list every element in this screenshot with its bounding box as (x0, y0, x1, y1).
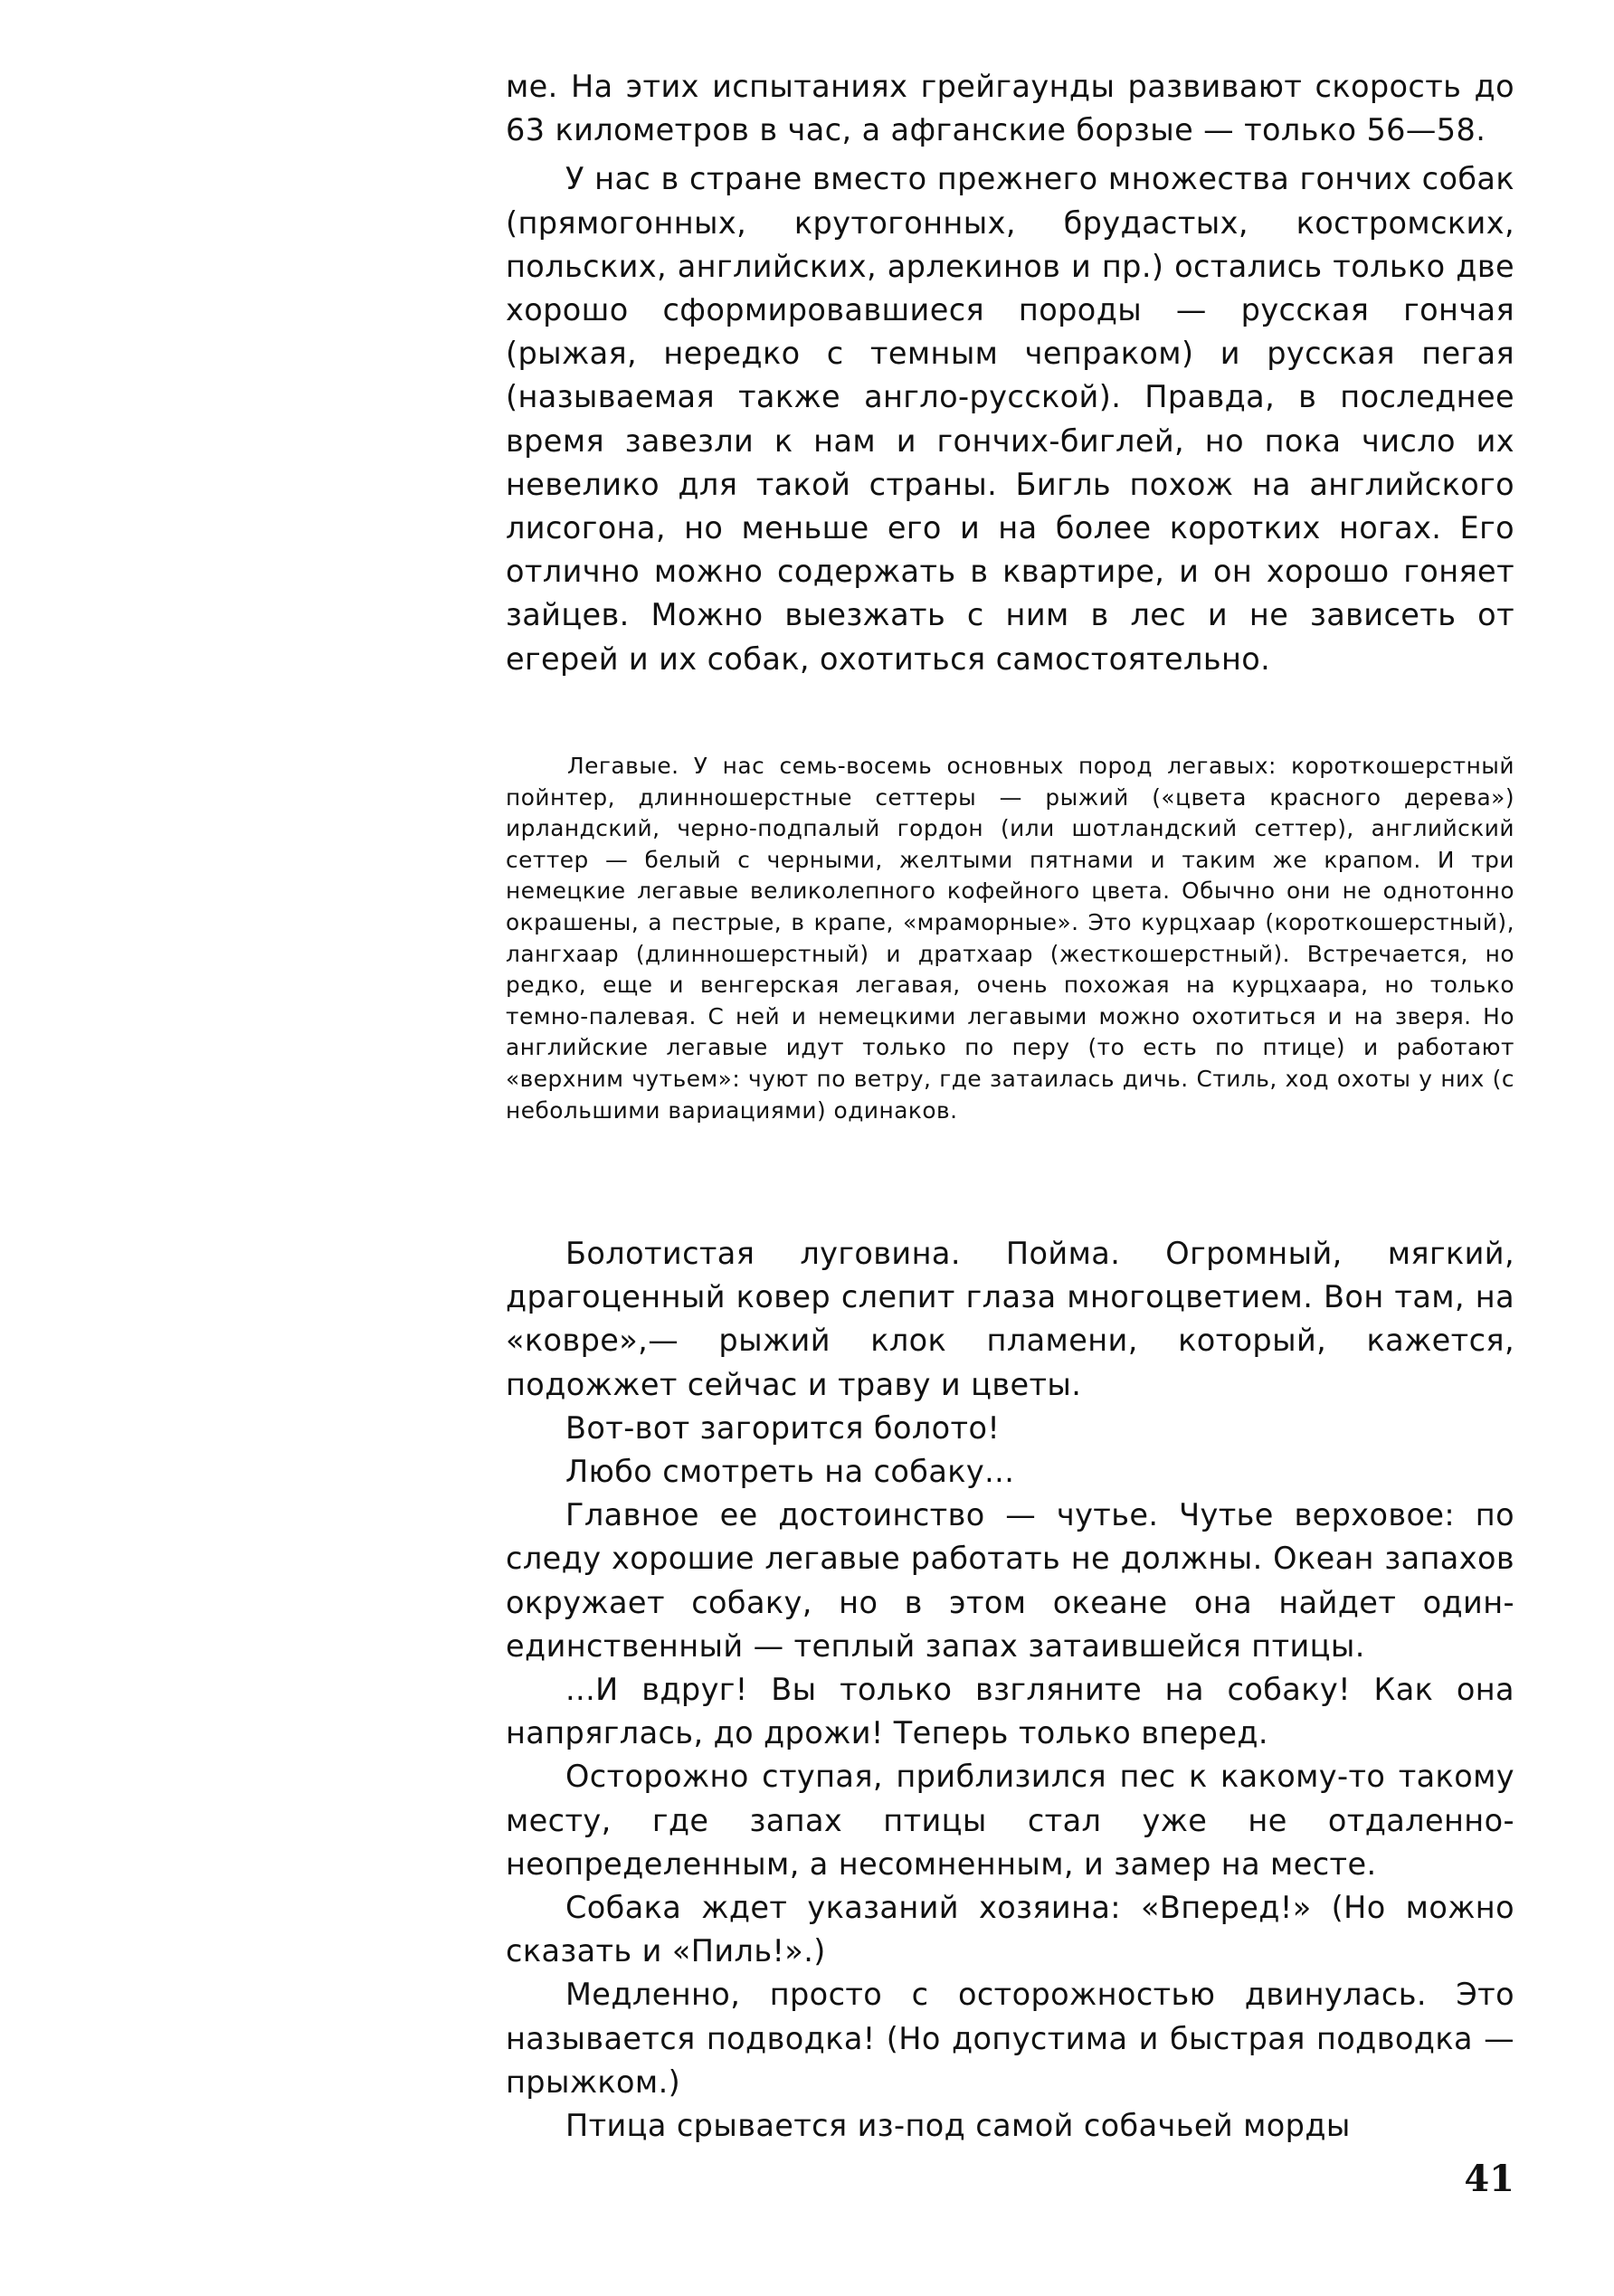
paragraph: Болотистая луговина. Пойма. Огромный, мягкий, драгоценный ковер слепит глаза многоцветием. Вон там, на «ковре»,— рыжий клок пламени, который, кажется, подожжет сейчас и траву и цветы. (506, 1236, 1514, 1402)
paragraph: ме. На этих испытаниях грейгаунды развивают скорость до 63 километров в час, а афганские борзые — только 56—58. (506, 69, 1514, 148)
paragraph: Вот-вот загорится болото! (565, 1409, 1001, 1446)
bottom-text-block (506, 1232, 1514, 2148)
paragraph: Любо смотреть на собаку... (565, 1454, 1015, 1490)
paragraph: Птица срывается из-под самой собачьей морды (565, 2108, 1351, 2144)
top-text-block (506, 65, 1514, 681)
paragraph: У нас в стране вместо прежнего множества гончих собак (прямогонных, крутогонных, брудастых, костромских, польских, английских, арлекинов и пр.) остались только две хорошо сформировавшиеся породы — русская гончая (рыжая, нередко с темным чепраком) и русская пегая (называемая также англо-русской). Правда, в последнее время завезли к нам и гончих-биглей, но пока число их невелико для такой страны. Бигль похож на английского лисогона, но меньше его и на более коротких ногах. Его отлично можно содержать в квартире, и он хорошо гоняет зайцев. Можно выезжать с ним в лес и не зависеть от егерей и их собак, охотиться самостоятельно. (506, 161, 1514, 677)
breed-note-block (506, 751, 1514, 1126)
breed-note-paragraph: Легавые. У нас семь-восемь основных пород легавых: короткошерстный пойнтер, длинношерстные сеттеры — рыжий («цвета красного дерева») ирландский, черно-подпалый гордон (или шотландский сеттер), английский сеттер — белый с черными, желтыми пятнами и таким же крапом. И три немецкие легавые великолепного кофейного цвета. Обычно они не однотонно окрашены, а пестрые, в крапе, «мраморные». Это курцхаар (короткошерстный), лангхаар (длинношерстный) и дратхаар (жесткошерстный). Встречается, но редко, еще и венгерская легавая, очень похожая на курцхаара, но только темно-палевая. С ней и немецкими легавыми можно охотиться и на зверя. Но английские легавые идут только по перу (то есть по птице) и работают «верхним чутьем»: чуют по ветру, где затаилась дичь. Стиль, ход охоты у них (с небольшими вариациями) одинаков. (506, 753, 1514, 1124)
paragraph: Собака ждет указаний хозяина: «Вперед!» (Но можно сказать и «Пиль!».) (506, 1890, 1514, 1969)
paragraph: Медленно, просто с осторожностью двинулась. Это называется подводка! (Но допустима и быстрая подводка — прыжком.) (506, 1977, 1514, 2100)
paragraph: Главное ее достоинство — чутье. Чутье верховое: по следу хорошие легавые работать не должны. Океан запахов окружает собаку, но в этом океане она найдет один-единственный — теплый запах затаившейся птицы. (506, 1497, 1514, 1664)
paragraph: Осторожно ступая, приблизился пес к какому-то такому месту, где запах птицы стал уже не отдаленно-неопределенным, а несомненным, и замер на месте. (506, 1759, 1514, 1882)
paragraph: ...И вдруг! Вы только взгляните на собаку! Как она напряглась, до дрожи! Теперь только вперед. (506, 1672, 1514, 1751)
page-number: 41 (1464, 2158, 1514, 2200)
